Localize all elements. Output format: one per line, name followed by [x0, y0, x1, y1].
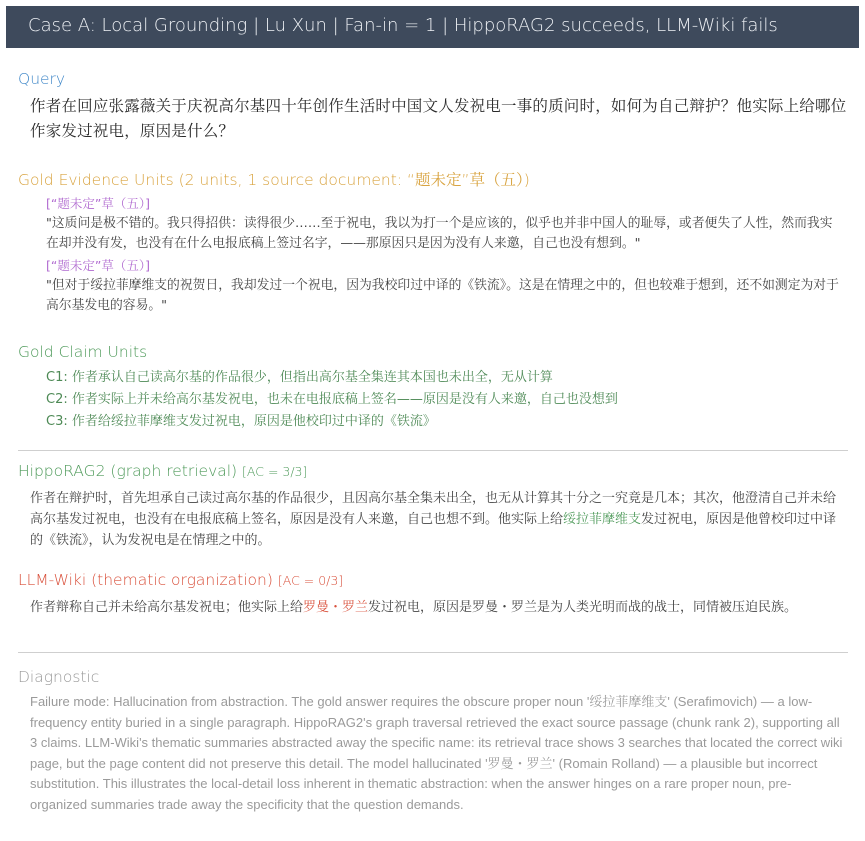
answer-text: 作者辩称自己并未给高尔基发祝电；他实际上给	[30, 600, 304, 615]
diagnostic-section	[18, 666, 848, 815]
claim-item: C2: 作者实际上并未给高尔基发祝电，也未在电报底稿上签名——原因是没有人来邀，自己也没想到	[46, 392, 618, 407]
claim-item: C3: 作者给绥拉菲摩维支发过祝电，原因是他校印过中译的《铁流》	[46, 414, 436, 429]
answer-text: 作者在辩护时，首先坦承自己读过高尔基的作品很少，且因高尔基全集未出全，也无从计算其十分之一究竟是几本；其次，他澄清自己并未给高尔基发过祝电，也没有在电报底稿上签名，原因是没有人来邀，自己也想不到。他实际上给	[30, 491, 837, 527]
correct-entity-highlight: 绥拉菲摩维支	[563, 512, 642, 527]
case-title: Case A: Local Grounding | Lu Xun | Fan-in = 1 | HippoRAG2 succeeds, LLM-Wiki fails	[28, 15, 778, 36]
gold-claims-section	[18, 341, 848, 433]
gold-evidence-heading: Gold Evidence Units (2 units, 1 source document: “题未定”草（五）)	[18, 171, 530, 189]
query-section	[18, 68, 848, 144]
diagnostic-text: Failure mode: Hallucination from abstraction. The gold answer requires the obscure proper noun '绥拉菲摩维支' (Serafimovich) — a low-frequency entity buried in a single paragraph. HippoRAG2's graph traversal retrieved the exact source passage (chunk rank 2), supporting all 3 claims. LLM-Wiki's thematic summaries abstracted away the specific name: its retrieval trace shows 3 searches that located the correct wiki page, but the page content did not preserve this detail. The model hallucinated '罗曼・罗兰' (Romain Rolland) — a plausible but incorrect substitution. This illustrates the local-detail loss inherent in thematic abstraction: when the answer hinges on a rare proper noun, pre-organized summaries trade away the specificity that the question demands.	[30, 694, 843, 812]
gold-claims-heading: Gold Claim Units	[18, 343, 148, 361]
query-text: 作者在回应张露薇关于庆祝高尔基四十年创作生活时中国文人发祝电一事的质问时，如何为自己辩护？他实际上给哪位作家发过祝电，原因是什么？	[30, 97, 847, 140]
evidence-source-tag: [“题未定”草（五）]	[46, 258, 150, 273]
query-heading: Query	[18, 70, 66, 88]
llmwiki-heading	[18, 569, 848, 592]
answer-text: 发过祝电，原因是罗曼・罗兰是为人类光明而战的战士，同情被压迫民族。	[368, 600, 798, 615]
evidence-source-tag: [“题未定”草（五）]	[46, 196, 150, 211]
evidence-quote: "这质问是极不错的。我只得招供：读得很少……至于祝电，我以为打一个是应该的，似乎也并非中国人的耻辱，或者便失了人性，然而我实在却并没有发，也没有在什么电报底稿上签过名字，——那原因只是因为没有人来邀，自己也没有想到。"	[46, 216, 833, 251]
gold-evidence-section	[18, 169, 848, 316]
diagnostic-heading: Diagnostic	[18, 668, 100, 686]
hallucinated-entity-highlight: 罗曼・罗兰	[303, 600, 369, 615]
hipporag-title: HippoRAG2 (graph retrieval)	[18, 462, 238, 480]
evidence-quote: "但对于绥拉菲摩维支的祝贺日，我却发过一个祝电，因为我校印过中译的《铁流》。这是在情理之中的，但也较难于想到，还不如测定为对于高尔基发电的容易。"	[46, 278, 839, 313]
llmwiki-title: LLM-Wiki (thematic organization)	[18, 571, 273, 589]
case-title-bar	[6, 6, 859, 48]
hipporag-ac-score: [AC = 3/3]	[242, 464, 308, 479]
divider	[18, 652, 848, 653]
claim-item: C1: 作者承认自己读高尔基的作品很少，但指出高尔基全集连其本国也未出全，无从计算	[46, 370, 553, 385]
hipporag-section	[18, 460, 848, 551]
llmwiki-ac-score: [AC = 0/3]	[277, 573, 344, 588]
hipporag-answer	[18, 488, 848, 551]
divider	[18, 450, 848, 451]
llmwiki-answer	[18, 597, 848, 618]
answer-text: 发过祝电，原因是他曾校印过中译的《铁流》，认为发祝电是在情理之中的。	[30, 512, 837, 548]
llmwiki-section	[18, 569, 848, 618]
hipporag-heading	[18, 460, 848, 483]
